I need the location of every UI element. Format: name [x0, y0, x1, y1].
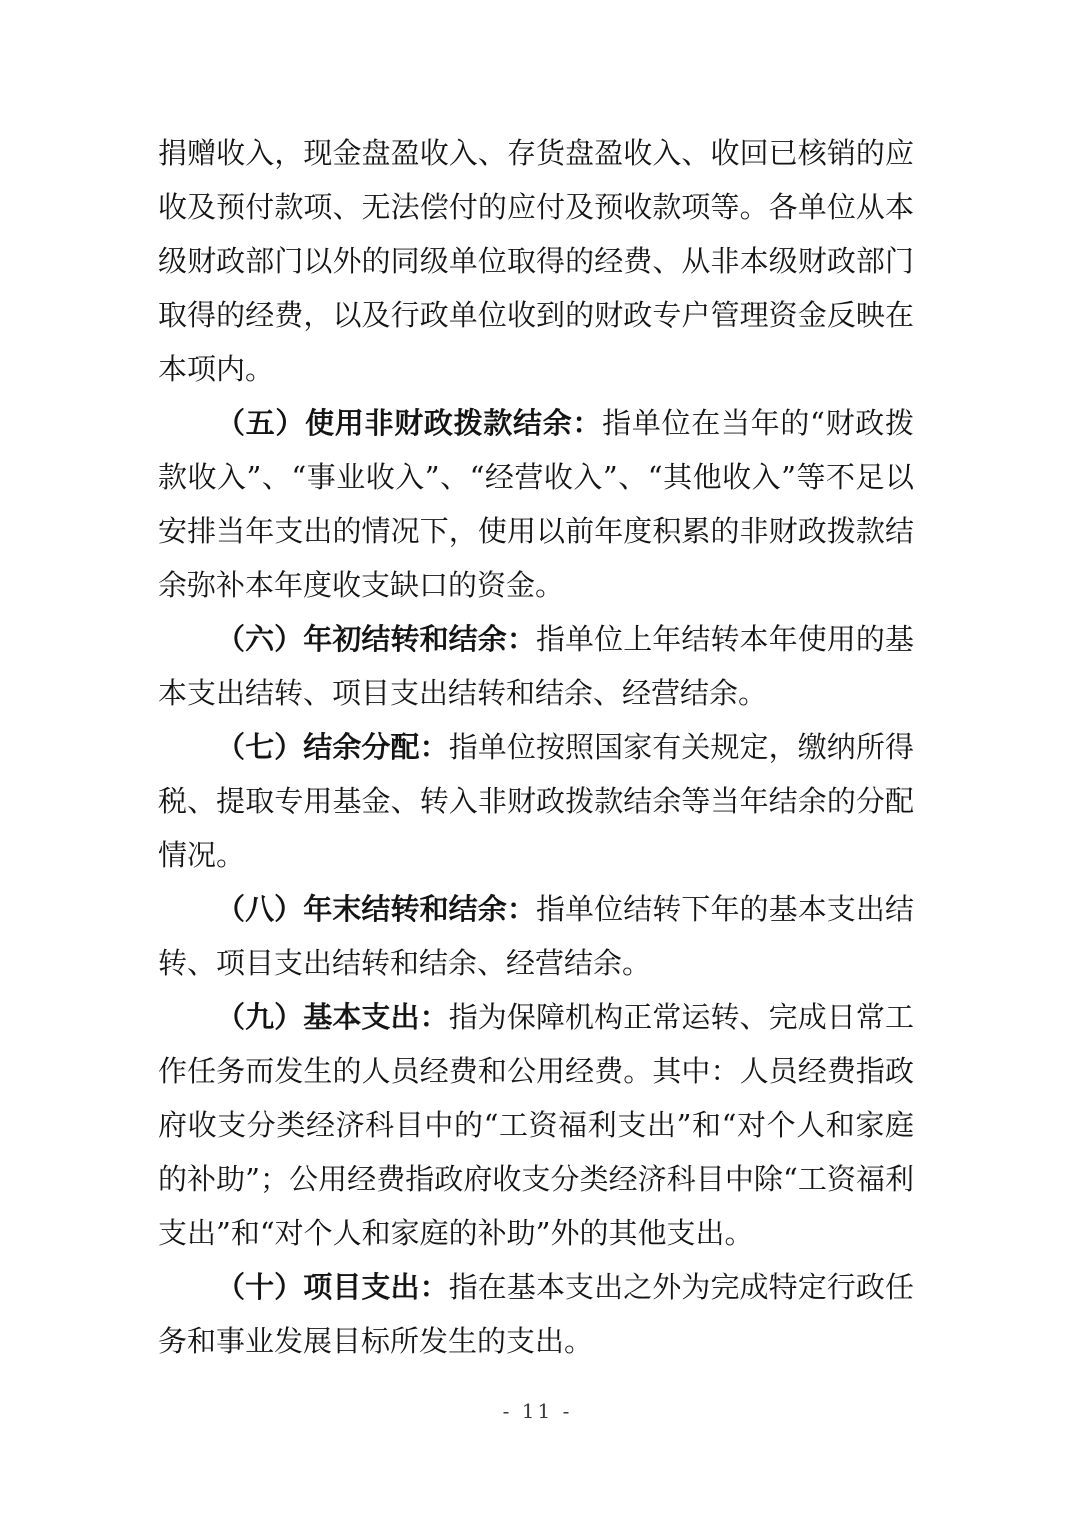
paragraph [158, 126, 914, 396]
section-heading: （十）项目支出： [216, 1270, 449, 1304]
paragraph [158, 990, 914, 1260]
section-heading: （六）年初结转和结余： [216, 622, 536, 656]
paragraph [158, 612, 914, 720]
section-heading: （五）使用非财政拨款结余： [216, 406, 603, 440]
document-body [158, 126, 914, 1368]
section-body: 指在基本支出之外为完成特定行政任务和事业发展目标所发生的支出。 [158, 1270, 914, 1358]
section-body: 指单位按照国家有关规定，缴纳所得税、提取专用基金、转入非财政拨款结余等当年结余的分配情况。 [158, 730, 914, 872]
section-body: 指单位上年结转本年使用的基本支出结转、项目支出结转和结余、经营结余。 [158, 622, 914, 710]
section-body: 捐赠收入，现金盘盈收入、存货盘盈收入、收回已核销的应收及预付款项、无法偿付的应付及预收款项等。各单位从本级财政部门以外的同级单位取得的经费、从非本级财政部门取得的经费，以及行政单位收到的财政专户管理资金反映在本项内。 [158, 136, 914, 386]
paragraph [158, 1260, 914, 1368]
section-heading: （七）结余分配： [216, 730, 449, 764]
section-heading: （八）年末结转和结余： [216, 892, 536, 926]
paragraph [158, 396, 914, 612]
paragraph [158, 720, 914, 882]
page-number: - 11 - [502, 1399, 573, 1423]
section-body: 指单位在当年的“财政拨款收入”、“事业收入”、“经营收入”、“其他收入”等不足以安排当年支出的情况下，使用以前年度积累的非财政拨款结余弥补本年度收支缺口的资金。 [158, 406, 914, 602]
section-body: 指为保障机构正常运转、完成日常工作任务而发生的人员经费和公用经费。其中：人员经费指政府收支分类经济科目中的“工资福利支出”和“对个人和家庭的补助”；公用经费指政府收支分类经济科目中除“工资福利支出”和“对个人和家庭的补助”外的其他支出。 [158, 1000, 914, 1250]
section-body: 指单位结转下年的基本支出结转、项目支出结转和结余、经营结余。 [158, 892, 914, 980]
section-heading: （九）基本支出： [216, 1000, 449, 1034]
paragraph [158, 882, 914, 990]
